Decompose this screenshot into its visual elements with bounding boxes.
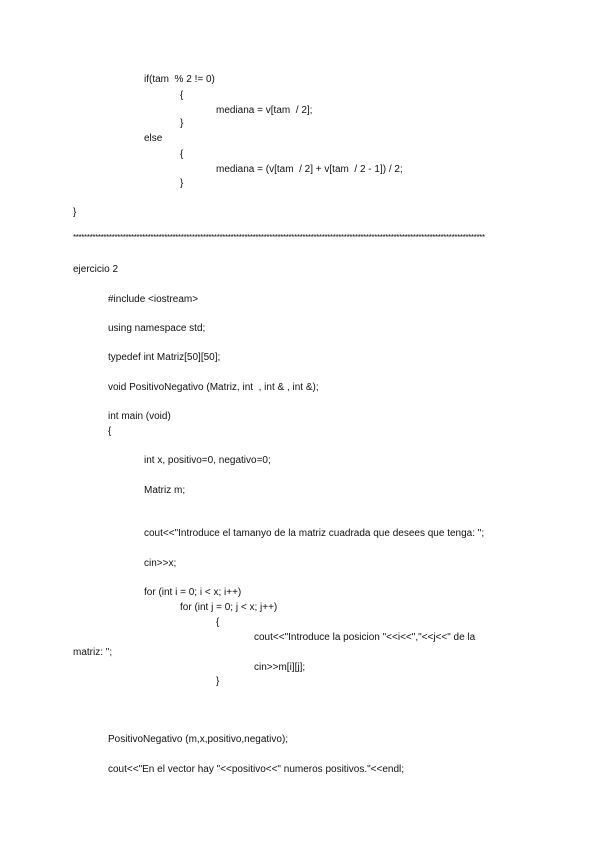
code-line-main-open: { bbox=[108, 426, 112, 437]
code-line-mediana-odd: mediana = v[tam / 2]; bbox=[216, 105, 313, 116]
code-line-cout-position-cont: matriz: "; bbox=[73, 647, 113, 658]
code-line-loop-open: { bbox=[216, 617, 220, 628]
code-line-loop-close: } bbox=[216, 676, 220, 687]
code-line-cout-result: cout<<"En el vector hay "<<positivo<<" numeros positivos."<<endl; bbox=[108, 764, 405, 775]
code-line-brace-open: { bbox=[180, 149, 184, 160]
code-line-for-i: for (int i = 0; i < x; i++) bbox=[144, 587, 242, 598]
code-line-for-j: for (int j = 0; j < x; j++) bbox=[180, 602, 278, 613]
code-line-brace-close: } bbox=[180, 178, 184, 189]
code-line-typedef: typedef int Matriz[50][50]; bbox=[108, 352, 221, 363]
code-line-cout-position: cout<<"Introduce la posicion "<<i<<","<<j<<" de la bbox=[254, 632, 476, 643]
code-line-else: else bbox=[144, 133, 163, 144]
code-line-mediana-even: mediana = (v[tam / 2] + v[tam / 2 - 1]) / 2; bbox=[216, 164, 403, 175]
code-line-prototype: void PositivoNegativo (Matriz, int , int & , int &); bbox=[108, 382, 319, 393]
code-line-using: using namespace std; bbox=[108, 323, 206, 334]
code-line-main: int main (void) bbox=[108, 411, 171, 422]
code-line-call: PositivoNegativo (m,x,positivo,negativo); bbox=[108, 734, 289, 745]
code-line-brace-open: { bbox=[180, 90, 184, 101]
code-line-function-close: } bbox=[73, 207, 77, 218]
section-title: ejercicio 2 bbox=[73, 264, 119, 275]
code-line-if: if(tam % 2 != 0) bbox=[144, 74, 215, 85]
code-line-cout-size: cout<<"Introduce el tamanyo de la matriz cuadrada que desees que tenga: "; bbox=[144, 528, 485, 539]
separator-line: ***************************************************************************************************************************************************** bbox=[73, 234, 485, 242]
code-line-cin-size: cin>>x; bbox=[144, 558, 177, 569]
code-line-declarations: int x, positivo=0, negativo=0; bbox=[144, 455, 271, 466]
code-line-include: #include <iostream> bbox=[108, 294, 199, 305]
code-line-cin-matrix: cin>>m[i][j]; bbox=[254, 662, 306, 673]
code-line-brace-close: } bbox=[180, 118, 184, 129]
code-line-matriz: Matriz m; bbox=[144, 485, 186, 496]
